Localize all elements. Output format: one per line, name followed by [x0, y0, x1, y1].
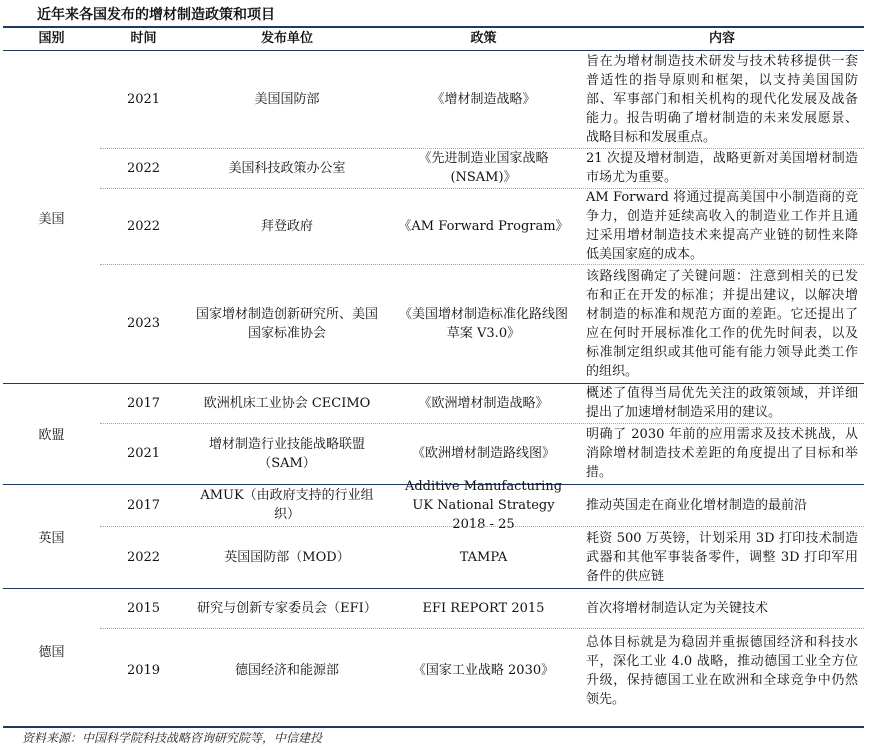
content-text: 首次将增材制造认定为关键技术: [586, 600, 769, 616]
country-cell: 英国: [38, 530, 65, 546]
cell-policy: [387, 264, 580, 383]
year-text: 2015: [126, 600, 161, 616]
cell-policy: [387, 51, 580, 148]
policy-text: EFI REPORT 2015: [422, 600, 545, 616]
year-text: 2022: [126, 218, 161, 234]
year-text: 2023: [126, 316, 161, 331]
policy-text: 《欧洲增材制造战略》: [418, 395, 549, 411]
year-text: 2022: [126, 549, 161, 565]
cell-year: [100, 628, 187, 713]
cell-content: [580, 188, 864, 264]
cell-issuer: [187, 188, 387, 264]
cell-policy: [387, 628, 580, 713]
issuer-text: AMUK（由政府支持的行业组织）: [200, 488, 374, 522]
year-text: 2019: [126, 663, 161, 678]
policy-text: Additive Manufacturing UK National Strategy 2018 - 25: [404, 478, 563, 532]
policy-text: 《美国增材制造标准化路线图草案 V3.0》: [398, 306, 568, 341]
issuer-text: 增材制造行业技能战略联盟（SAM）: [208, 436, 365, 471]
cell-policy: [387, 478, 580, 532]
cell-policy: [387, 526, 580, 588]
country-cell: 德国: [38, 645, 65, 660]
cell-year: [100, 484, 187, 526]
cell-year: [100, 423, 187, 484]
year-text: 2022: [126, 160, 161, 176]
cell-policy: [387, 188, 580, 264]
cell-issuer: [187, 526, 387, 588]
content-text: 旨在为增材制造技术研发与技术转移提供一套普适性的指导原则和框架，以支持美国国防部、军事部门和相关机构的现代化发展及战备能力。报告明确了增材制造的未来发展愿景、战略目标和发展重点。: [586, 54, 858, 145]
cell-policy: [387, 148, 580, 188]
cell-policy: [387, 423, 580, 484]
year-text: 2021: [126, 446, 161, 461]
year-text: 2017: [126, 395, 161, 411]
cell-content: [580, 148, 864, 188]
header-country: 国别: [38, 31, 65, 46]
cell-content: [580, 51, 864, 148]
content-text: 明确了 2030 年前的应用需求及技术挑战，从消除增材制造技术差距的角度提出了目标和举措。: [586, 427, 858, 480]
bottom-rule: [3, 726, 864, 728]
year-text: 2017: [126, 497, 161, 513]
policy-text: 《先进制造业国家战略(NSAM)》: [418, 151, 549, 185]
cell-issuer: [187, 148, 387, 188]
cell-content: [580, 423, 864, 484]
header-time: 时间: [130, 31, 157, 46]
issuer-text: 美国科技政策办公室: [228, 160, 346, 176]
content-text: 21 次提及增材制造，战略更新对美国增材制造市场尤为重要。: [586, 151, 858, 185]
cell-issuer: [187, 51, 387, 148]
cell-year: [100, 526, 187, 588]
content-text: 推动英国走在商业化增材制造的最前沿: [586, 497, 808, 513]
cell-year: [100, 148, 187, 188]
cell-content: [580, 484, 864, 526]
table-title: 近年来各国发布的增材制造政策和项目: [37, 7, 275, 23]
policy-text: TAMPA: [459, 549, 508, 565]
policy-text: 《AM Forward Program》: [398, 218, 569, 234]
cell-issuer: [187, 628, 387, 713]
cell-content: [580, 383, 864, 423]
issuer-text: 美国国防部: [254, 92, 320, 107]
header-policy: 政策: [470, 31, 497, 46]
cell-year: [100, 51, 187, 148]
policy-text: 《国家工业战略 2030》: [412, 663, 555, 678]
cell-issuer: [187, 383, 387, 423]
header-issuer: 发布单位: [260, 31, 313, 46]
issuer-text: 英国国防部（MOD）: [224, 549, 350, 565]
country-cell: 欧盟: [38, 428, 65, 443]
header-content: 内容: [708, 31, 735, 46]
cell-policy: [387, 588, 580, 628]
content-text: 概述了值得当局优先关注的政策领域，并详细提出了加速增材制造采用的建议。: [586, 386, 858, 420]
cell-issuer: [187, 264, 387, 383]
issuer-text: 德国经济和能源部: [234, 663, 339, 678]
policy-text: 《欧洲增材制造路线图》: [411, 446, 555, 461]
cell-year: [100, 383, 187, 423]
source-note: 资料来源：中国科学院科技战略咨询研究院等，中信建投: [22, 731, 323, 745]
cell-year: [100, 588, 187, 628]
year-text: 2021: [126, 92, 161, 107]
cell-content: [580, 526, 864, 588]
content-text: AM Forward 将通过提高美国中小制造商的竞争力，创造并延续高收入的制造业工作并且通过采用增材制造技术来提高产业链的韧性来降低美国家庭的成本。: [586, 190, 858, 262]
cell-year: [100, 188, 187, 264]
content-text: 耗资 500 万英镑，计划采用 3D 打印技术制造武器和其他军事装备零件，调整 3D 打印军用备件的供应链: [586, 530, 858, 584]
content-text: 该路线图确定了关键问题：注意到相关的已发布和正在开发的标准；并提出建议，以解决增材制造的标准和规范方面的差距。它还提出了应在何时开展标准化工作的优先时间表，以及标准制定组织或其他可能有能力领导此类工作的组织。: [586, 268, 858, 379]
cell-content: [580, 588, 864, 628]
table-header: [3, 28, 864, 51]
policy-text: 《增材制造战略》: [431, 92, 536, 107]
issuer-text: 研究与创新专家委员会（EFI）: [197, 600, 377, 616]
cell-year: [100, 264, 187, 383]
issuer-text: 拜登政府: [260, 218, 313, 234]
cell-issuer: [187, 423, 387, 484]
issuer-text: 欧洲机床工业协会 CECIMO: [203, 395, 371, 411]
country-cell: 美国: [38, 211, 65, 227]
cell-issuer: [187, 484, 387, 526]
cell-content: [580, 628, 864, 713]
cell-issuer: [187, 588, 387, 628]
content-text: 总体目标就是为稳固并重振德国经济和科技水平，深化工业 4.0 战略，推动德国工业全方位升级，保持德国工业在欧洲和全球竞争中仍然领先。: [586, 634, 858, 707]
issuer-text: 国家增材制造创新研究所、美国国家标准协会: [195, 306, 378, 341]
cell-policy: [387, 383, 580, 423]
cell-content: [580, 264, 864, 383]
